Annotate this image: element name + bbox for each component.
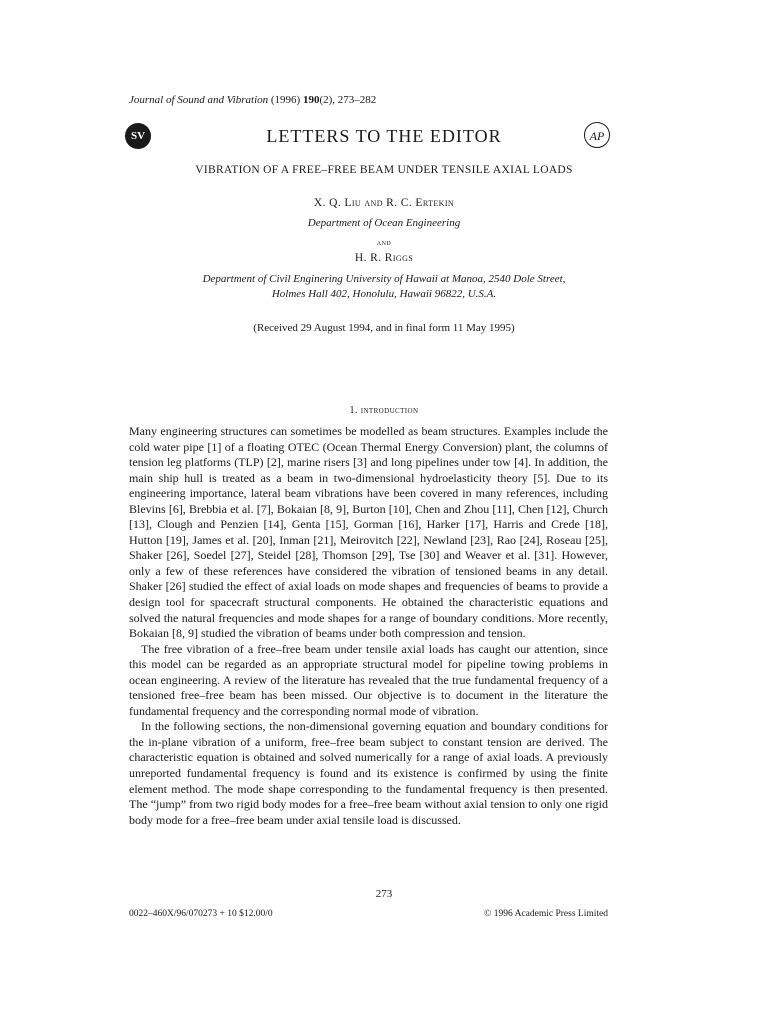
section-heading: LETTERS TO THE EDITOR: [266, 126, 502, 146]
body-text: [129, 424, 608, 828]
journal-name: Journal of Sound and Vibration: [129, 94, 269, 106]
page-number: 273: [375, 888, 393, 900]
journal-issue-pages: (2), 273–282: [319, 94, 377, 106]
authors-line-2: H. R. Riggs: [354, 252, 414, 264]
affiliation-2-line-2: Holmes Hall 402, Honolulu, Hawaii 96822, U.S.A.: [271, 288, 497, 300]
paragraph: The free vibration of a free–free beam under tensile axial loads has caught our attention, since this model can be regarded as an appropriate structural model for pipeline towing problems in ocean engineering. A review of the literature has revealed that the true fundamental frequency of a tensioned free–free beam has been missed. Our objective is to document in the literature the fundamental frequency and the corresponding normal mode of vibration.: [129, 641, 608, 718]
paragraph: Many engineering structures can sometimes be modelled as beam structures. Examples include the cold water pipe [1] of a floating OTEC (Ocean Thermal Energy Conversion) plant, the columns of tension leg platforms (TLP) [2], marine risers [3] and long pipelines under tow [4]. In addition, the main ship hull is treated as a beam in two-dimensional hydroelasticity theory [5]. Due to its engineering importance, lateral beam vibrations have been covered in many references, including Blevins [6], Brebbia et al. [7], Bokaian [8, 9], Burton [10], Chen and Zhou [11], Chen [12], Church [13], Clough and Penzien [14], Genta [15], Gorman [16], Harker [17], Harris and Crede [18], Hutton [19], James et al. [20], Inman [21], Meirovitch [22], Newland [23], Rao [24], Roseau [25], Shaker [26], Soedel [27], Steidel [28], Thomson [29], Tse [30] and Weaver et al. [31]. However, only a few of these references have considered the vibration of tensioned beams in any detail. Shaker [26] studied the effect of axial loads on mode shapes and frequencies of beams to provide a design tool for spacecraft structural components. He obtained the characteristic equations and solved the natural frequencies and mode shapes for a range of boundary conditions. More recently, Bokaian [8, 9] studied the vibration of beams under both compression and tension.: [129, 424, 608, 641]
authors-line-1: X. Q. Liu and R. C. Ertekin: [313, 197, 455, 209]
affiliation-2-line-1: Department of Civil Enginering University of Hawaii at Manoa, 2540 Dole Street,: [202, 273, 566, 285]
ap-logo-icon: AP: [584, 122, 610, 148]
and-separator: and: [376, 237, 392, 247]
affiliation-2: [0, 272, 768, 302]
journal-volume: 190: [302, 94, 320, 106]
paper-title: VIBRATION OF A FREE–FREE BEAM UNDER TENSILE AXIAL LOADS: [195, 164, 573, 176]
introduction-heading: 1. introduction: [349, 405, 419, 416]
affiliation-1: Department of Ocean Engineering: [307, 217, 461, 229]
sv-logo-icon: SV: [125, 123, 151, 149]
paragraph: In the following sections, the non-dimensional governing equation and boundary conditions for the in-plane vibration of a uniform, free–free beam subject to constant tension are derived. The characteristic equation is obtained and solved numerically for a range of axial loads. A previously unreported fundamental frequency is found and its existence is confirmed by using the finite element method. The mode shape corresponding to the fundamental frequency is then presented. The “jump” from two rigid body modes for a free–free beam without axial tension to only one rigid body mode for a free–free beam under axial tensile load is discussed.: [129, 719, 608, 827]
footer-code: 0022–460X/96/070273 + 10 $12.00/0: [129, 909, 273, 919]
journal-citation: [129, 94, 376, 106]
received-date: (Received 29 August 1994, and in final form 11 May 1995): [253, 322, 515, 334]
journal-year: (1996): [270, 94, 301, 106]
copyright-notice: © 1996 Academic Press Limited: [484, 909, 608, 919]
